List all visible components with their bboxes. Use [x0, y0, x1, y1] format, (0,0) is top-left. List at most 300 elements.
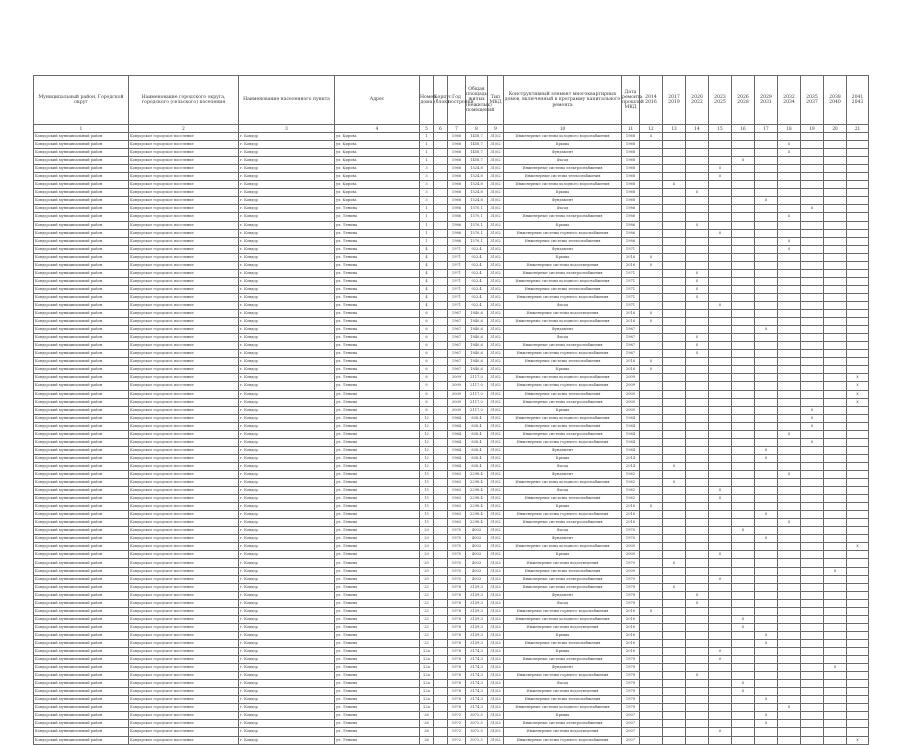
period-cell — [640, 157, 663, 165]
table-row — [34, 149, 869, 157]
address-cell: ул. Ленина — [335, 696, 420, 704]
address-cell: ул. Кирова — [335, 173, 420, 181]
period-cell — [847, 583, 869, 591]
column-number: 9 — [488, 125, 504, 133]
type-cell: 31/02 — [488, 736, 504, 744]
repair-date-cell: 2009 — [622, 398, 640, 406]
year-cell: 1986 — [448, 213, 466, 221]
period-cell — [732, 133, 755, 141]
period-cell — [640, 495, 663, 503]
period-cell: X — [709, 487, 732, 495]
type-cell: 31/02 — [488, 511, 504, 519]
period-cell: X — [778, 470, 801, 478]
period-cell — [824, 221, 847, 229]
period-cell — [732, 696, 755, 704]
period-cell — [847, 462, 869, 470]
address-cell: ул. Ленина — [335, 527, 420, 535]
area-cell: 922,4 — [466, 261, 488, 269]
column-number: 4 — [335, 125, 420, 133]
period-cell — [824, 527, 847, 535]
locality-cell: г. Ковдор — [239, 245, 335, 253]
table-row — [34, 310, 869, 318]
period-cell — [755, 181, 778, 189]
period-cell: X — [709, 495, 732, 503]
period-cell — [778, 712, 801, 720]
house-cell: 1 — [420, 157, 434, 165]
period-cell — [778, 318, 801, 326]
house-cell: 22 — [420, 591, 434, 599]
element-cell: Инженерные системы теплоснабжения — [504, 237, 622, 245]
block-cell — [434, 301, 448, 309]
period-cell — [847, 301, 869, 309]
period-cell — [824, 293, 847, 301]
house-cell: 6 — [420, 342, 434, 350]
period-cell — [778, 334, 801, 342]
locality-cell: г. Ковдор — [239, 704, 335, 712]
locality-cell: г. Ковдор — [239, 229, 335, 237]
period-cell — [847, 575, 869, 583]
period-cell — [686, 503, 709, 511]
period-cell — [663, 511, 686, 519]
period-cell — [709, 149, 732, 157]
district-cell: Ковдорский муниципальный район — [34, 511, 129, 519]
period-cell — [663, 656, 686, 664]
year-cell: 1986 — [448, 237, 466, 245]
element-cell: Фасад — [504, 334, 622, 342]
period-cell — [709, 293, 732, 301]
period-cell — [663, 245, 686, 253]
period-cell — [663, 221, 686, 229]
table-row — [34, 285, 869, 293]
period-cell — [847, 165, 869, 173]
period-cell — [663, 430, 686, 438]
locality-cell: г. Ковдор — [239, 479, 335, 487]
house-cell: 22а — [420, 696, 434, 704]
year-cell: 1967 — [448, 350, 466, 358]
year-cell: 1978 — [448, 591, 466, 599]
table-row — [34, 229, 869, 237]
address-cell: ул. Ленина — [335, 454, 420, 462]
period-cell — [709, 350, 732, 358]
address-cell: ул. Ленина — [335, 680, 420, 688]
period-cell — [778, 736, 801, 744]
area-cell: 3174,3 — [466, 680, 488, 688]
house-cell: 20 — [420, 535, 434, 543]
table-row — [34, 656, 869, 664]
period-cell — [732, 229, 755, 237]
district-cell: Ковдорский муниципальный район — [34, 350, 129, 358]
locality-cell: г. Ковдор — [239, 318, 335, 326]
address-cell: ул. Кирова — [335, 141, 420, 149]
period-cell — [801, 656, 824, 664]
area-cell: 1840,6 — [466, 310, 488, 318]
settlement-cell: Ковдорское городское поселение — [129, 559, 239, 567]
table-row — [34, 495, 869, 503]
locality-cell: г. Ковдор — [239, 342, 335, 350]
period-cell — [801, 374, 824, 382]
period-cell — [847, 631, 869, 639]
element-cell: Инженерные системы горячего водоснабжения — [504, 607, 622, 615]
type-cell: 31/02 — [488, 350, 504, 358]
year-cell: 1978 — [448, 599, 466, 607]
period-cell — [663, 398, 686, 406]
period-cell — [801, 237, 824, 245]
address-cell: ул. Ленина — [335, 269, 420, 277]
period-cell — [709, 704, 732, 712]
period-cell — [824, 310, 847, 318]
period-cell — [801, 133, 824, 141]
repair-date-cell: 2009 — [622, 374, 640, 382]
locality-cell: г. Ковдор — [239, 189, 335, 197]
period-cell — [778, 479, 801, 487]
settlement-cell: Ковдорское городское поселение — [129, 293, 239, 301]
locality-cell: г. Ковдор — [239, 165, 335, 173]
period-cell — [663, 293, 686, 301]
address-cell: ул. Ленина — [335, 358, 420, 366]
element-cell: Инженерные системы горячего водоснабжения — [504, 293, 622, 301]
year-cell: 1972 — [448, 728, 466, 736]
repair-date-cell: 1978 — [622, 599, 640, 607]
year-cell: 1978 — [448, 639, 466, 647]
period-cell — [778, 181, 801, 189]
period-cell — [732, 414, 755, 422]
repair-date-cell: 2007 — [622, 736, 640, 744]
table-row — [34, 157, 869, 165]
type-cell: 31/02 — [488, 181, 504, 189]
period-cell — [686, 326, 709, 334]
block-cell — [434, 479, 448, 487]
address-cell: ул. Ленина — [335, 583, 420, 591]
period-cell — [686, 712, 709, 720]
period-cell: X — [778, 141, 801, 149]
period-cell: X — [686, 342, 709, 350]
period-cell — [709, 382, 732, 390]
block-cell — [434, 189, 448, 197]
period-cell — [686, 551, 709, 559]
district-cell: Ковдорский муниципальный район — [34, 519, 129, 527]
block-cell — [434, 406, 448, 414]
block-cell — [434, 559, 448, 567]
house-cell: 20 — [420, 575, 434, 583]
period-cell: X — [732, 680, 755, 688]
repair-date-cell: 1978 — [622, 591, 640, 599]
period-cell — [755, 736, 778, 744]
table-row — [34, 648, 869, 656]
settlement-cell: Ковдорское городское поселение — [129, 350, 239, 358]
locality-cell: г. Ковдор — [239, 181, 335, 189]
repair-date-cell: 1968 — [622, 157, 640, 165]
year-cell: 1970 — [448, 575, 466, 583]
period-cell — [801, 253, 824, 261]
district-cell: Ковдорский муниципальный район — [34, 720, 129, 728]
period-cell — [640, 470, 663, 478]
element-cell: Крыша — [504, 712, 622, 720]
period-cell — [801, 495, 824, 503]
period-cell — [778, 173, 801, 181]
period-cell — [824, 535, 847, 543]
period-cell — [663, 406, 686, 414]
settlement-cell: Ковдорское городское поселение — [129, 543, 239, 551]
settlement-cell: Ковдорское городское поселение — [129, 615, 239, 623]
period-cell — [663, 567, 686, 575]
settlement-cell: Ковдорское городское поселение — [129, 374, 239, 382]
settlement-cell: Ковдорское городское поселение — [129, 527, 239, 535]
table-row — [34, 261, 869, 269]
period-cell — [847, 157, 869, 165]
house-cell: 1 — [420, 141, 434, 149]
year-cell: 2009 — [448, 398, 466, 406]
period-cell — [778, 551, 801, 559]
period-cell — [801, 366, 824, 374]
element-cell: Инженерные системы водоотведения — [504, 688, 622, 696]
period-cell — [824, 446, 847, 454]
period-cell — [778, 535, 801, 543]
block-cell — [434, 318, 448, 326]
period-cell — [640, 165, 663, 173]
repair-date-cell: 1970 — [622, 559, 640, 567]
element-cell: Фасад — [504, 462, 622, 470]
table-row — [34, 358, 869, 366]
period-cell — [801, 149, 824, 157]
period-cell — [824, 141, 847, 149]
area-cell: 838,4 — [466, 430, 488, 438]
district-cell: Ковдорский муниципальный район — [34, 277, 129, 285]
settlement-cell: Ковдорское городское поселение — [129, 535, 239, 543]
repair-date-cell: 1967 — [622, 350, 640, 358]
area-cell: 4003 — [466, 551, 488, 559]
address-cell: ул. Ленина — [335, 374, 420, 382]
period-cell — [801, 310, 824, 318]
locality-cell: г. Ковдор — [239, 495, 335, 503]
district-cell: Ковдорский муниципальный район — [34, 334, 129, 342]
year-cell: 1967 — [448, 318, 466, 326]
year-cell: 1970 — [448, 527, 466, 535]
locality-cell: г. Ковдор — [239, 438, 335, 446]
type-cell: 31/02 — [488, 374, 504, 382]
type-cell: 31/02 — [488, 567, 504, 575]
period-cell — [640, 326, 663, 334]
period-cell — [778, 599, 801, 607]
locality-cell: г. Ковдор — [239, 173, 335, 181]
period-cell: X — [686, 269, 709, 277]
district-cell: Ковдорский муниципальный район — [34, 237, 129, 245]
element-cell: Инженерные системы теплоснабжения — [504, 639, 622, 647]
period-cell — [686, 245, 709, 253]
period-cell — [640, 213, 663, 221]
period-cell — [801, 583, 824, 591]
type-cell: 31/02 — [488, 680, 504, 688]
table-row — [34, 422, 869, 430]
house-cell: 22 — [420, 583, 434, 591]
period-cell — [709, 326, 732, 334]
period-cell — [732, 181, 755, 189]
period-cell: X — [640, 318, 663, 326]
district-cell: Ковдорский муниципальный район — [34, 181, 129, 189]
year-cell: 1967 — [448, 342, 466, 350]
period-cell — [663, 141, 686, 149]
table-row — [34, 189, 869, 197]
header-year: Год постройки — [448, 76, 466, 125]
settlement-cell: Ковдорское городское поселение — [129, 229, 239, 237]
address-cell: ул. Ленина — [335, 462, 420, 470]
period-cell — [801, 607, 824, 615]
locality-cell: г. Ковдор — [239, 680, 335, 688]
period-cell — [663, 318, 686, 326]
period-cell — [686, 720, 709, 728]
period-cell — [824, 623, 847, 631]
period-cell — [663, 639, 686, 647]
district-cell: Ковдорский муниципальный район — [34, 253, 129, 261]
element-cell: Инженерные системы водоотведения — [504, 261, 622, 269]
house-cell: 1 — [420, 229, 434, 237]
period-cell — [663, 269, 686, 277]
period-cell — [663, 623, 686, 631]
period-cell — [663, 157, 686, 165]
year-cell: 1971 — [448, 245, 466, 253]
period-cell — [801, 173, 824, 181]
period-cell — [778, 374, 801, 382]
period-cell — [801, 527, 824, 535]
period-cell — [801, 342, 824, 350]
period-cell — [755, 406, 778, 414]
area-cell: 922,4 — [466, 285, 488, 293]
repair-date-cell: 1986 — [622, 205, 640, 213]
period-cell — [824, 462, 847, 470]
year-cell: 1968 — [448, 197, 466, 205]
period-cell — [663, 366, 686, 374]
table-row — [34, 470, 869, 478]
period-cell: X — [663, 559, 686, 567]
repair-date-cell: 2016 — [622, 503, 640, 511]
year-cell: 1978 — [448, 680, 466, 688]
locality-cell: г. Ковдор — [239, 487, 335, 495]
period-cell — [824, 639, 847, 647]
period-cell — [801, 623, 824, 631]
period-cell — [847, 527, 869, 535]
period-cell — [801, 382, 824, 390]
period-cell — [732, 639, 755, 647]
table-row — [34, 543, 869, 551]
period-cell — [663, 414, 686, 422]
period-cell — [640, 277, 663, 285]
column-number: 21 — [847, 125, 869, 133]
period-cell — [663, 551, 686, 559]
period-cell — [640, 527, 663, 535]
locality-cell: г. Ковдор — [239, 696, 335, 704]
settlement-cell: Ковдорское городское поселение — [129, 277, 239, 285]
period-cell: X — [755, 197, 778, 205]
period-cell — [824, 382, 847, 390]
settlement-cell: Ковдорское городское поселение — [129, 382, 239, 390]
element-cell: Инженерные системы водоотведения — [504, 728, 622, 736]
period-cell — [824, 237, 847, 245]
district-cell: Ковдорский муниципальный район — [34, 591, 129, 599]
year-cell: 1971 — [448, 261, 466, 269]
period-cell — [663, 301, 686, 309]
repair-date-cell: 1971 — [622, 245, 640, 253]
locality-cell: г. Ковдор — [239, 366, 335, 374]
period-cell — [663, 374, 686, 382]
element-cell: Инженерные системы горячего водоснабжения — [504, 350, 622, 358]
address-cell: ул. Ленина — [335, 221, 420, 229]
period-cell — [640, 631, 663, 639]
period-cell — [640, 221, 663, 229]
column-number: 13 — [663, 125, 686, 133]
period-cell: X — [755, 535, 778, 543]
element-cell: Инженерные системы электроснабжения — [504, 398, 622, 406]
period-cell — [801, 293, 824, 301]
settlement-cell: Ковдорское городское поселение — [129, 181, 239, 189]
year-cell: 2009 — [448, 406, 466, 414]
period-cell — [732, 374, 755, 382]
period-cell — [801, 245, 824, 253]
settlement-cell: Ковдорское городское поселение — [129, 607, 239, 615]
repair-date-cell: 1964 — [622, 422, 640, 430]
period-cell — [778, 567, 801, 575]
period-cell — [801, 277, 824, 285]
address-cell: ул. Ленина — [335, 479, 420, 487]
period-cell — [847, 181, 869, 189]
element-cell: Инженерные системы холодного водоснабжения — [504, 133, 622, 141]
period-cell — [801, 736, 824, 744]
address-cell: ул. Ленина — [335, 712, 420, 720]
element-cell: Инженерные системы горячего водоснабжения — [504, 736, 622, 744]
period-cell — [732, 310, 755, 318]
period-cell — [801, 221, 824, 229]
period-cell — [755, 551, 778, 559]
period-cell — [686, 382, 709, 390]
element-cell: Фасад — [504, 527, 622, 535]
period-cell — [755, 672, 778, 680]
year-cell: 1964 — [448, 438, 466, 446]
area-cell: 2298,4 — [466, 470, 488, 478]
period-cell — [663, 358, 686, 366]
period-cell — [801, 326, 824, 334]
period-cell — [847, 197, 869, 205]
element-cell: Крыша — [504, 648, 622, 656]
period-cell — [663, 648, 686, 656]
type-cell: 31/02 — [488, 599, 504, 607]
repair-date-cell: 1986 — [622, 213, 640, 221]
area-cell: 4003 — [466, 559, 488, 567]
district-cell: Ковдорский муниципальный район — [34, 712, 129, 720]
period-cell — [847, 656, 869, 664]
element-cell: Фундамент — [504, 470, 622, 478]
district-cell: Ковдорский муниципальный район — [34, 551, 129, 559]
element-cell: Фасад — [504, 301, 622, 309]
period-cell — [663, 680, 686, 688]
year-cell: 1971 — [448, 285, 466, 293]
period-cell — [686, 583, 709, 591]
period-cell — [732, 245, 755, 253]
period-cell — [686, 165, 709, 173]
address-cell: ул. Ленина — [335, 559, 420, 567]
period-cell — [663, 535, 686, 543]
table-row — [34, 680, 869, 688]
address-cell: ул. Ленина — [335, 390, 420, 398]
type-cell: 31/02 — [488, 205, 504, 213]
repair-date-cell: 2016 — [622, 253, 640, 261]
period-cell — [686, 543, 709, 551]
period-cell — [686, 696, 709, 704]
element-cell: Крыша — [504, 221, 622, 229]
element-cell: Инженерные системы горячего водоснабжения — [504, 382, 622, 390]
type-cell: 31/02 — [488, 543, 504, 551]
address-cell: ул. Ленина — [335, 334, 420, 342]
period-cell: X — [709, 229, 732, 237]
block-cell — [434, 680, 448, 688]
table-row — [34, 326, 869, 334]
